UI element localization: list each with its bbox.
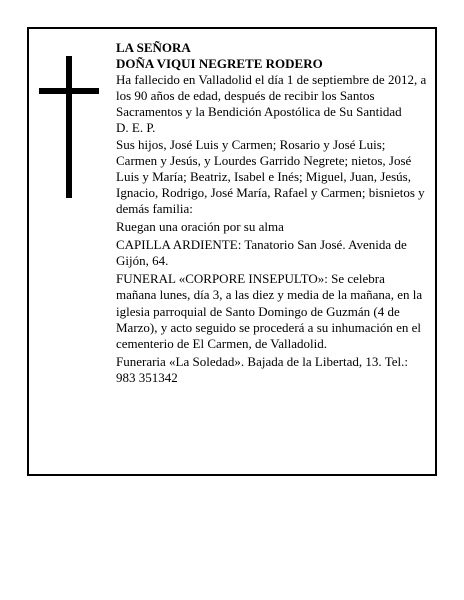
prayer-request: Ruegan una oración por su alma (116, 219, 284, 235)
latin-cross-icon (39, 56, 99, 198)
cross-horizontal-bar (39, 88, 99, 94)
chapel-info: CAPILLA ARDIENTE: Tanatorio San José. Avenida de Gijón, 64. (116, 237, 407, 269)
family-list: Sus hijos, José Luis y Carmen; Rosario y José Luis; Carmen y Jesús, y Lourdes Garrido Negrete; nietos, José Luis y María; Beatriz, Isabel e Inés; Miguel, Juan, Jesús, Ignacio, Rodrigo, José María, Rafael y Carmen; bisnietos y demás familia: (116, 136, 425, 216)
deceased-name: DOÑA VIQUI NEGRETE RODERO (116, 56, 323, 72)
funeral-home-info: Funeraria «La Soledad». Bajada de la Libertad, 13. Tel.: 983 351342 (116, 353, 408, 385)
rest-in-peace: D. E. P. (116, 120, 156, 136)
cross-vertical-bar (66, 56, 72, 198)
heading-title: LA SEÑORA (116, 40, 191, 55)
funeral-info: FUNERAL «CORPORE INSEPULTO»: Se celebra mañana lunes, día 3, a las diez y media de la mañana, en la iglesia parroquial de Santo Domingo de Guzmán (4 de Marzo), y acto seguido se procederá a su inhumación en el cementerio de El Carmen, de Valladolid. (116, 271, 423, 351)
notice-text (116, 40, 428, 386)
death-announcement: Ha fallecido en Valladolid el día 1 de septiembre de 2012, a los 90 años de edad, después de recibir los Santos Sacramentos y la Bendición Apostólica de Su Santidad (116, 72, 427, 120)
obituary-notice (27, 27, 437, 476)
